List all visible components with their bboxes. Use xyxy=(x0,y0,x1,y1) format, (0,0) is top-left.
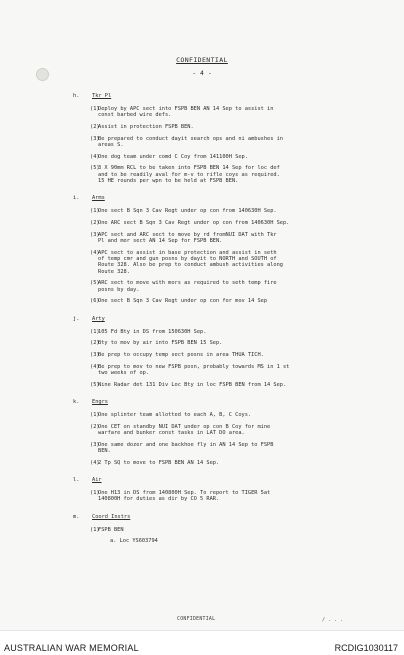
paragraph-item xyxy=(73,106,373,119)
item-number: (2) xyxy=(90,124,100,130)
item-number: (1) xyxy=(90,106,100,112)
paragraph-item xyxy=(73,154,373,160)
paragraph-item xyxy=(73,136,373,149)
section-heading xyxy=(73,477,373,484)
item-number: (1) xyxy=(90,526,100,533)
section-letter: h. xyxy=(73,93,80,99)
paragraph-item xyxy=(73,382,373,388)
item-number: (1) xyxy=(90,412,100,418)
item-number: (2) xyxy=(90,423,100,430)
item-number: (3) xyxy=(90,135,100,142)
archive-reference: RCDIG1030117 xyxy=(334,643,398,653)
section xyxy=(73,477,373,503)
item-text: 105 Fd Bty in DS from 150630H Sep. xyxy=(98,328,207,335)
archive-credit: AUSTRALIAN WAR MEMORIAL xyxy=(4,643,139,653)
page-number: - 4 - xyxy=(192,69,212,77)
item-number: (1) xyxy=(90,328,100,335)
item-text: 2 Tp SQ to move to FSPB BEN AN 14 Sep. xyxy=(98,459,220,466)
section-heading xyxy=(73,399,373,406)
paragraph-item xyxy=(73,412,373,418)
item-text: APC sect to assist in base protection and assist in seth of temp cmr and gun posns by dayit to NORTH and SOUTH of Route 328. Also be prep to conduct ambush activities along Route 328. xyxy=(98,249,283,275)
item-number: (3) xyxy=(90,352,100,358)
page-marks: / . . . xyxy=(322,617,344,623)
item-text: One dog team under comd C Coy from 141100H Sep. xyxy=(98,153,248,160)
item-text: Bty to mov by air into FSPB BEN 15 Sep. xyxy=(98,340,223,347)
paragraph-item xyxy=(73,250,373,276)
classification-header: CONFIDENTIAL xyxy=(176,56,228,64)
section-heading xyxy=(73,93,373,100)
item-number: (4) xyxy=(90,363,100,370)
item-number: (2) xyxy=(90,340,100,347)
item-text: One H13 in DS from 140800H Sep. To report to TIGER 5at 140800H for duties as dir by CO 5 RAR. xyxy=(98,490,271,503)
item-number: (5) xyxy=(90,165,100,172)
sub-paragraph-text: a. Loc YS603794 xyxy=(110,538,158,545)
item-text: ARC sect to move with mors as required to seth temp fire posns by day. xyxy=(98,280,277,293)
item-text: One sect B Sqn 3 Cav Regt under op con from 140630H Sep. xyxy=(98,208,277,215)
paragraph-item xyxy=(73,298,373,304)
section-title: Arty xyxy=(92,315,105,322)
paragraph-item xyxy=(73,364,373,377)
item-text: One sect B Sqn 3 Cav Regt under op con for mov 14 Sep xyxy=(98,298,268,305)
document-body xyxy=(73,93,373,556)
item-number: (3) xyxy=(90,441,100,448)
paragraph-item xyxy=(73,329,373,335)
item-number: (4) xyxy=(90,459,100,466)
section-title: Air xyxy=(92,477,102,483)
section xyxy=(73,316,373,388)
item-number: (2) xyxy=(90,220,100,226)
item-number: (5) xyxy=(90,280,100,287)
paragraph-item xyxy=(73,165,373,184)
item-number: (6) xyxy=(90,298,100,305)
section-heading xyxy=(73,316,373,323)
paragraph-item xyxy=(73,424,373,437)
section-letter: i. xyxy=(73,195,80,202)
item-number: (4) xyxy=(90,249,100,256)
item-text: One CET on standby NUI DAT under op con B Coy for mine warfare and bunker const tasks in LAT DO area. xyxy=(98,423,271,436)
section-title: Engrs xyxy=(92,399,108,405)
item-text: One same dozer and one backhoe fly in AN 14 Sep to FSPB BEN. xyxy=(98,441,274,454)
section-heading xyxy=(73,195,373,202)
paragraph-item xyxy=(73,460,373,466)
section-heading xyxy=(73,514,373,521)
item-text: Be prep to mov to new FSPB posn, probably towards MS in 1 st two weeks of op. xyxy=(98,363,290,376)
classification-footer: CONFIDENTIAL xyxy=(177,617,216,622)
section xyxy=(73,514,373,546)
paragraph-item xyxy=(73,340,373,346)
paragraph-item xyxy=(73,220,373,226)
paragraph-item xyxy=(73,124,373,130)
paragraph-item xyxy=(73,232,373,245)
paragraph-item xyxy=(73,490,373,503)
item-number: (3) xyxy=(90,231,100,238)
section-title: Tkr Pl xyxy=(92,93,112,99)
sub-paragraph xyxy=(73,538,373,545)
section-letter: m. xyxy=(73,513,80,520)
item-text: Assist in protection FSPB BEN. xyxy=(98,124,194,130)
paragraph-item xyxy=(73,208,373,214)
item-text: Deploy by APC sect into FSPB BEN AN 14 Sep to assist in const barbed wire defs. xyxy=(98,106,274,119)
item-number: (1) xyxy=(90,490,100,496)
section-letter: l. xyxy=(73,477,80,483)
item-text: Nine Radar det 131 Div Loc Bty in loc FSPB BEN from 14 Sep. xyxy=(98,381,287,388)
item-text: One ARC sect B Sqn 3 Cav Regt under op con from 140630H Sep. xyxy=(98,220,290,226)
item-text: Be prep to occupy temp sect posns in area THUA TICH. xyxy=(98,352,264,358)
item-text: Be prepared to conduct dayit search ops and ni ambushes in areas S. xyxy=(98,135,283,148)
paragraph-item xyxy=(73,280,373,293)
section-letter: j. xyxy=(73,315,80,322)
paragraph-item xyxy=(73,442,373,455)
item-number: (4) xyxy=(90,153,100,160)
section xyxy=(73,93,373,184)
section-title: Arms xyxy=(92,195,105,202)
item-text: 3 X 90mm RCL to be taken into FSPB BEN 14 Sep for loc def and to be readily aval for m-v to rifle coys as required. 15 HE rounds per wpn to be held at FSPB BEN. xyxy=(98,165,280,184)
section-letter: k. xyxy=(73,399,80,405)
item-text: FSPB BEN xyxy=(98,526,124,533)
archive-credit-bar xyxy=(0,630,404,655)
item-number: (5) xyxy=(90,381,100,388)
paragraph-item xyxy=(73,527,373,533)
section xyxy=(73,399,373,466)
section xyxy=(73,195,373,304)
item-number: (1) xyxy=(90,208,100,215)
paragraph-item xyxy=(73,352,373,358)
section-title: Coord Instrs xyxy=(92,513,131,520)
item-text: APC sect and ARC sect to move by rd fromNUI DAT with Tkr Pl and mor sect AN 14 Sep for FSPB BEN. xyxy=(98,231,277,244)
item-text: One splinter team allotted to each A, B, C Coys. xyxy=(98,412,252,418)
